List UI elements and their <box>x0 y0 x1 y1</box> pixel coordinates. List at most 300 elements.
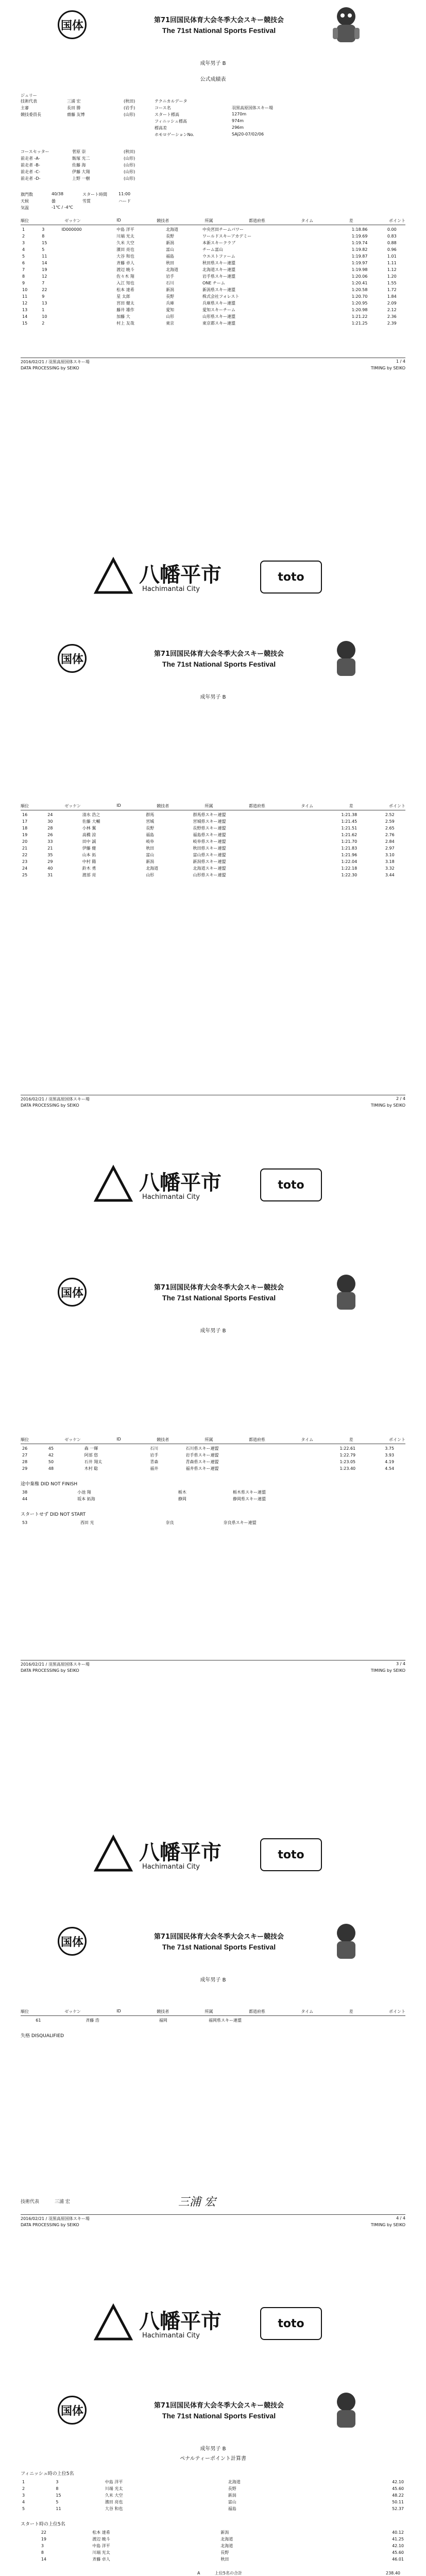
city-emblem-icon <box>93 1164 134 1206</box>
table-cell: 中央宮田チームパワー <box>202 227 244 232</box>
column-header: 都道府県 <box>248 804 265 808</box>
table-cell: 松本 達希 <box>92 2530 110 2535</box>
table-cell <box>396 832 405 838</box>
table-cell: 14 <box>22 314 28 319</box>
table-cell: 小林 翼 <box>82 826 96 831</box>
table-cell <box>396 865 405 872</box>
festival-title-jp: 第71回国民体育大会冬季大会スキー競技会 <box>154 2402 284 2410</box>
table-cell: 11 <box>22 294 28 299</box>
table-cell: 1:19.87 <box>351 254 368 259</box>
column-header: ポイント <box>388 2009 405 2014</box>
table-cell: 久米 大空 <box>116 241 134 245</box>
column-header: 順位 <box>21 2009 29 2014</box>
temp-label: 気温 <box>21 206 29 210</box>
table-cell: 1:20.41 <box>351 281 368 285</box>
table-cell: 41.25 <box>392 2537 404 2541</box>
table-cell: 25 <box>22 873 28 877</box>
table-cell: 長野県スキー連盟 <box>193 826 226 831</box>
table-cell <box>21 2536 40 2543</box>
table-cell: 29 <box>47 859 53 864</box>
table-cell: 岐阜県スキー連盟 <box>193 839 226 844</box>
table-cell <box>60 260 115 266</box>
table-cell: 福岡 <box>159 2018 167 2023</box>
table-cell: 9 <box>42 294 45 299</box>
table-cell <box>21 2556 40 2563</box>
table-cell: 北海道 <box>166 227 179 232</box>
table-cell <box>73 1465 83 1472</box>
table-cell: 北海道 <box>166 267 179 272</box>
info-cell: フィニッシュ標高 <box>155 119 187 124</box>
officials <box>21 93 405 138</box>
results-header <box>21 803 405 810</box>
table-cell: 田中 誠 <box>82 839 96 844</box>
column-header: タイム <box>301 218 314 223</box>
table-cell <box>398 246 405 253</box>
column-header: 所属 <box>205 804 213 808</box>
table-cell: 52.37 <box>392 2506 404 2511</box>
table-cell: 岩手 <box>166 274 175 279</box>
table-cell: 42.10 <box>392 2480 404 2484</box>
info-cell: (山形) <box>124 112 135 117</box>
table-cell: 新潟 <box>146 859 155 864</box>
table-cell: 50 <box>48 1460 54 1464</box>
info-cell: 飯塚 光二 <box>72 156 90 161</box>
gates-value: 40/38 <box>52 192 64 196</box>
city-emblem-icon <box>93 1834 134 1875</box>
table-row <box>21 1489 405 1496</box>
table-cell: 5 <box>22 2506 25 2511</box>
table-cell: 秋田県スキー連盟 <box>193 846 226 851</box>
table-cell: 渡部 亮 <box>82 873 96 877</box>
table-row <box>21 852 405 858</box>
page-2 <box>0 634 426 1108</box>
table-row <box>21 307 405 313</box>
table-cell: 宮城 <box>146 819 155 824</box>
table-cell: 1 <box>42 308 45 312</box>
table-cell <box>73 1445 83 1452</box>
table-cell <box>398 273 405 280</box>
table-cell: 30 <box>47 819 53 824</box>
city-name-en: Hachimantai City <box>142 2332 200 2340</box>
table-cell: 奈良県スキー連盟 <box>223 1520 257 1525</box>
table-cell <box>378 2017 391 2024</box>
table-cell: 佐々木 翔 <box>116 274 134 279</box>
table-cell: 山形県スキー連盟 <box>193 873 226 877</box>
info-cell: (秋田) <box>124 99 135 104</box>
table-cell: ID000000 <box>61 227 82 232</box>
table-cell <box>60 320 115 327</box>
table-cell: 木村 聡 <box>84 1466 98 1471</box>
mascot-icon <box>330 638 363 681</box>
table-cell: 3 <box>56 2480 59 2484</box>
page-4 <box>0 1917 426 2227</box>
table-cell: 1:21.62 <box>341 833 357 837</box>
table-cell: 兵庫 <box>166 301 175 306</box>
sponsor-banner <box>0 536 426 618</box>
penalty-calc-table <box>196 2570 402 2576</box>
city-name-en: Hachimantai City <box>142 585 200 593</box>
info-cell: スタート標高 <box>155 112 179 117</box>
table-cell: 0.00 <box>387 227 397 232</box>
column-header: 差 <box>349 1437 353 1442</box>
snow-label: 雪質 <box>82 199 91 204</box>
table-cell: 1:20.06 <box>351 274 368 279</box>
table-row <box>21 2556 405 2563</box>
table-row <box>21 233 405 240</box>
city-name-en: Hachimantai City <box>142 1193 200 1201</box>
table-cell: 山形 <box>166 314 175 319</box>
table-cell: 1:21.83 <box>341 846 357 851</box>
table-cell <box>396 1465 405 1472</box>
table-cell <box>396 825 405 832</box>
mascot-icon <box>330 1272 363 1315</box>
table-cell: 3.32 <box>385 866 395 871</box>
table-row <box>21 858 405 865</box>
table-cell: 岩手県スキー連盟 <box>202 274 236 279</box>
info-cell: (山形) <box>124 170 135 174</box>
table-cell: 28 <box>47 826 53 831</box>
info-cell: 前走者 -D- <box>21 176 41 181</box>
sponsor-banner <box>0 1144 426 1226</box>
table-cell: ワールドスキーアカデミー <box>202 234 252 239</box>
info-cell: コースセッター <box>21 149 49 154</box>
info-cell: (山形) <box>124 163 135 167</box>
table-cell <box>61 1496 76 1502</box>
table-cell <box>72 811 81 818</box>
table-cell: 岩手県スキー連盟 <box>185 1453 219 1458</box>
table-cell: 2.84 <box>385 839 395 844</box>
info-cell: 1270m <box>232 112 247 116</box>
info-cell: 974m <box>232 118 244 123</box>
table-row <box>21 1459 405 1465</box>
table-cell <box>72 852 81 858</box>
table-cell: 東京 <box>166 321 175 326</box>
table-cell: 斉藤 卓人 <box>92 2557 110 2562</box>
festival-title-en: The 71st National Sports Festival <box>162 660 276 668</box>
table-cell: 中島 洋平 <box>116 227 134 232</box>
table-cell <box>398 226 405 233</box>
table-row <box>21 1496 405 1502</box>
table-cell: 31 <box>47 873 53 877</box>
table-cell: 46.01 <box>392 2557 404 2562</box>
table-cell: 1:21.45 <box>341 819 357 824</box>
dnf-table <box>21 1489 405 1502</box>
info-cell: SAJ20-07/02/06 <box>232 132 264 137</box>
table-cell: 40.12 <box>392 2530 404 2535</box>
table-cell: 16 <box>22 812 28 817</box>
info-cell: (秋田) <box>124 149 135 154</box>
table-cell: 坂本 拓海 <box>77 1497 95 1501</box>
table-cell: 6 <box>22 261 25 265</box>
table-row <box>21 1452 405 1459</box>
table-cell <box>396 1452 405 1459</box>
festival-logo: 国体 <box>58 2396 87 2425</box>
table-cell: 清水 浩之 <box>82 812 100 817</box>
footer-page: 4 / 4 <box>396 2216 405 2221</box>
table-row <box>21 2529 405 2536</box>
table-cell: 岩手 <box>150 1453 159 1458</box>
table-cell: 2.39 <box>387 321 397 326</box>
table-cell <box>63 1519 79 1526</box>
table-cell: 1:21.38 <box>341 812 357 817</box>
table-cell: 富山県スキー連盟 <box>193 853 226 857</box>
table-cell: 3.93 <box>385 1453 395 1458</box>
table-cell: 3.10 <box>385 853 395 857</box>
column-header: ID <box>116 2009 121 2013</box>
table-cell: 29 <box>22 1466 28 1471</box>
table-cell: 富山 <box>228 2500 236 2504</box>
festival-logo: 国体 <box>58 644 87 673</box>
table-cell: 北海道スキー連盟 <box>202 267 236 272</box>
table-cell <box>61 1489 76 1496</box>
info-cell: 前走者 -A- <box>21 156 40 161</box>
column-header: ポイント <box>388 218 405 223</box>
table-cell: 13 <box>42 301 47 306</box>
table-cell: 高橋 涼 <box>82 833 96 837</box>
column-header: 所属 <box>205 2009 213 2014</box>
penalty-title: ペナルティーポイント計算書 <box>180 2456 246 2462</box>
sponsor-banner <box>0 2282 426 2365</box>
table-cell: 0.83 <box>387 234 397 239</box>
table-cell: 1:19.98 <box>351 267 368 272</box>
info-cell <box>124 132 155 138</box>
table-cell <box>72 838 81 845</box>
footer-timing: TIMING by SEIKO <box>370 1103 405 1108</box>
dnf-label: 途中棄権 DID NOT FINISH <box>21 1482 78 1487</box>
table-cell: 1 <box>22 2480 25 2484</box>
info-cell: 296m <box>232 125 244 130</box>
info-cell <box>67 132 124 138</box>
best5-label: フィニッシュ時の上位5名 <box>21 2471 74 2477</box>
table-cell: 新潟県スキー連盟 <box>202 287 236 292</box>
info-cell: (山形) <box>124 156 135 161</box>
city-name-jp: 八幡平市 <box>139 1841 221 1865</box>
table-cell <box>72 858 81 865</box>
table-cell: 兵庫県スキー連盟 <box>202 301 236 306</box>
column-header: ゼッケン <box>64 804 81 808</box>
table-cell: 45.60 <box>392 2550 404 2555</box>
table-cell: 株式会社フォレスト <box>202 294 240 299</box>
table-cell: 22 <box>41 2530 47 2535</box>
signature-line <box>21 2193 405 2209</box>
table-cell: 石川 <box>150 1446 159 1451</box>
table-cell: 1:22.61 <box>339 1446 356 1451</box>
table-row <box>21 253 405 260</box>
table-cell: 40 <box>47 866 53 871</box>
mascot-icon <box>330 4 363 47</box>
table-cell: 1:19.69 <box>351 234 368 239</box>
table-cell <box>72 825 81 832</box>
table-cell: 濱田 亮也 <box>116 247 134 252</box>
results-header <box>21 1437 405 1444</box>
table-cell <box>396 858 405 865</box>
table-cell: 新潟 <box>166 287 175 292</box>
table-cell: 青森 <box>150 1460 159 1464</box>
table-cell: 3.75 <box>385 1446 395 1451</box>
table-cell: 48 <box>48 1466 54 1471</box>
table-cell: 秋田 <box>220 2557 229 2562</box>
table-cell <box>60 300 115 307</box>
table-cell: 22 <box>22 853 28 857</box>
table-cell: 1:19.82 <box>351 247 368 252</box>
table-cell: 1:20.95 <box>351 301 368 306</box>
setters-grid <box>21 149 405 181</box>
table-cell: 21 <box>47 846 53 851</box>
table-cell: 1:21.25 <box>351 321 368 326</box>
column-header: 競技者 <box>157 1437 169 1442</box>
table-cell: 岐阜 <box>146 839 155 844</box>
table-cell: 愛知スキーチーム <box>202 308 236 312</box>
table-cell: 28 <box>22 1460 28 1464</box>
table-row <box>21 313 405 320</box>
info-cell: 前走者 -B- <box>21 163 40 167</box>
table-cell: 群馬県スキー連盟 <box>193 812 226 817</box>
table-cell: 福島 <box>166 254 175 259</box>
table-row <box>21 2485 405 2492</box>
page-header <box>0 634 426 690</box>
city-name-en: Hachimantai City <box>142 1863 200 1871</box>
table-row <box>21 226 405 233</box>
column-header: ID <box>116 803 121 808</box>
table-cell: 50.11 <box>392 2500 404 2504</box>
info-cell <box>124 125 155 131</box>
table-cell: 長野 <box>166 294 175 299</box>
column-header: ゼッケン <box>64 218 81 223</box>
table-cell: 3 <box>22 2493 25 2498</box>
table-cell <box>60 293 115 300</box>
dns-label: スタートせず DID NOT START <box>21 1512 86 1517</box>
table-cell: 星 太郎 <box>116 294 130 299</box>
table-row <box>21 811 405 818</box>
event-name: 成年男子 B <box>200 1977 226 1983</box>
footer-software: DATA PROCESSING by SEIKO <box>21 366 79 370</box>
table-cell: 21 <box>22 846 28 851</box>
footer-software: DATA PROCESSING by SEIKO <box>21 2223 79 2227</box>
table-cell: 宮田 健太 <box>116 301 134 306</box>
handwritten-signature: 三浦 宏 <box>178 2196 216 2209</box>
signature-label: 技術代表 <box>21 2199 40 2205</box>
page-footer <box>21 358 405 365</box>
table-cell: 22 <box>42 287 47 292</box>
table-row <box>21 838 405 845</box>
table-cell: 1:19.97 <box>351 261 368 265</box>
table-cell: 8 <box>56 2486 59 2491</box>
table-cell: 3 <box>41 2544 44 2548</box>
info-cell <box>21 125 67 131</box>
table-cell: 川端 光太 <box>92 2550 110 2555</box>
table-row <box>21 266 405 273</box>
column-header: タイム <box>301 1437 314 1442</box>
table-cell <box>396 838 405 845</box>
table-cell <box>398 320 405 327</box>
page-footer <box>21 1095 405 1102</box>
table-cell <box>396 1459 405 1465</box>
table-row <box>21 872 405 878</box>
table-cell: 中島 洋平 <box>105 2480 123 2484</box>
course-setters <box>21 149 405 181</box>
table-cell: 3.44 <box>385 873 395 877</box>
city-name-jp: 八幡平市 <box>139 563 221 587</box>
table-cell: 北海道 <box>220 2544 233 2548</box>
table-cell <box>398 266 405 273</box>
page-footer-2 <box>21 365 405 370</box>
table-cell: 本新スキークラブ <box>202 241 236 245</box>
table-row <box>21 293 405 300</box>
column-header: ゼッケン <box>64 1437 81 1442</box>
table-cell <box>60 246 115 253</box>
table-cell: 小池 翔 <box>77 1490 91 1495</box>
table-cell <box>60 307 115 313</box>
footer-page: 1 / 4 <box>396 359 405 364</box>
table-cell: 新潟県スキー連盟 <box>193 859 226 864</box>
results-table <box>21 811 405 878</box>
table-row <box>21 280 405 286</box>
column-header: 所属 <box>205 218 213 223</box>
table-cell: 42.10 <box>392 2544 404 2548</box>
table-cell: 45 <box>48 1446 54 1451</box>
table-cell: チーム富山 <box>202 247 224 252</box>
table-row <box>21 2479 405 2485</box>
table-cell: 35 <box>47 853 53 857</box>
table-cell: 10 <box>22 287 28 292</box>
table-cell: 1:20.98 <box>351 308 368 312</box>
table-cell <box>365 2017 378 2024</box>
toto-text: toto <box>278 1848 304 1861</box>
table-cell: 42 <box>48 1453 54 1458</box>
table-cell: 富山 <box>146 853 155 857</box>
table-cell: 1:21.22 <box>351 314 368 319</box>
table-cell: 5 <box>22 254 25 259</box>
table-cell <box>21 2017 34 2024</box>
table-cell <box>73 1459 83 1465</box>
table-cell <box>72 818 81 825</box>
toto-text: toto <box>278 2317 304 2330</box>
page-footer-2 <box>21 1102 405 1108</box>
table-cell <box>21 2543 40 2549</box>
column-header: 都道府県 <box>248 1437 265 1442</box>
column-header: 差 <box>349 2009 353 2014</box>
table-cell <box>72 832 81 838</box>
table-cell: 入江 知也 <box>116 281 134 285</box>
table-cell: 1:19.74 <box>351 241 368 245</box>
table-cell <box>398 307 405 313</box>
table-cell: 2 <box>22 234 25 239</box>
table-row <box>21 1465 405 1472</box>
table-cell: 福島 <box>228 2506 236 2511</box>
festival-title-jp: 第71回国民体育大会冬季大会スキー競技会 <box>154 650 284 658</box>
festival-title-en: The 71st National Sports Festival <box>162 1294 276 1302</box>
festival-title-jp: 第71回国民体育大会冬季大会スキー競技会 <box>154 16 284 24</box>
table-cell: 1:18.86 <box>351 227 368 232</box>
page-footer <box>21 2214 405 2222</box>
info-cell: ホモロゲーションNo. <box>155 132 194 137</box>
table-cell <box>60 286 115 293</box>
table-cell: 森 一輝 <box>84 1446 98 1451</box>
table-row <box>21 845 405 852</box>
footer-timing: TIMING by SEIKO <box>370 366 405 370</box>
info-cell: 伊藤 大翔 <box>72 170 90 174</box>
info-cell: (岩手) <box>124 106 135 110</box>
table-cell: 2 <box>42 321 45 326</box>
table-cell: 238.40 <box>386 2571 400 2575</box>
table-cell: ウエストファーム <box>202 254 235 259</box>
table-cell: 15 <box>42 241 47 245</box>
table-row <box>21 273 405 280</box>
best-start-table <box>21 2529 405 2563</box>
table-row <box>21 240 405 246</box>
result-title: 公式成績表 <box>200 77 226 82</box>
table-cell: 斉藤 卓人 <box>116 261 134 265</box>
